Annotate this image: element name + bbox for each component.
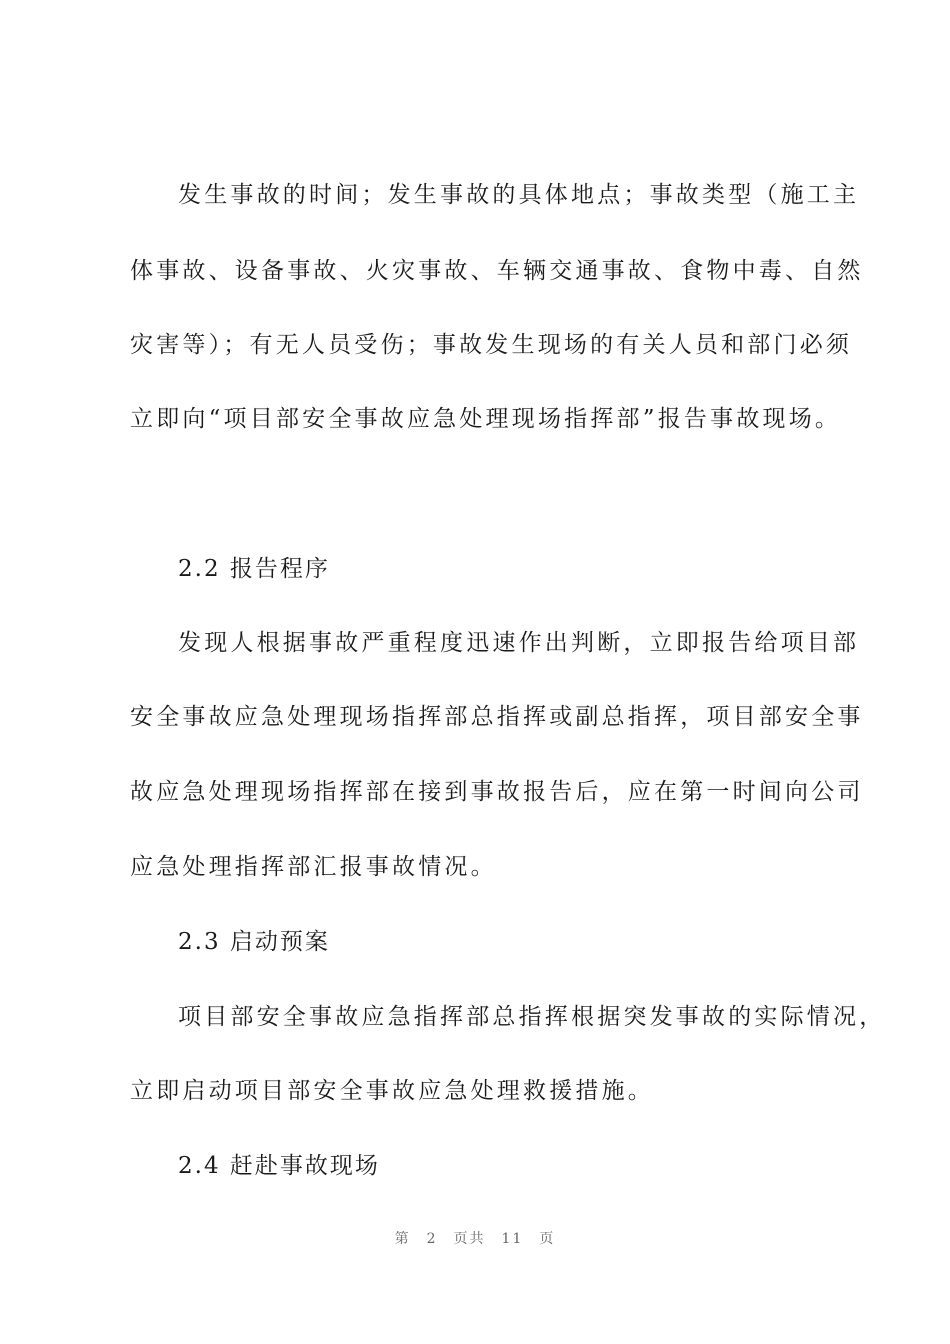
paragraph-line: 发生事故的时间；发生事故的具体地点；事故类型（施工主 <box>178 182 860 208</box>
footer-middle: 页共 <box>453 1231 486 1247</box>
footer-page-number: 2 <box>426 1231 438 1247</box>
page-footer <box>0 1228 950 1248</box>
section-heading: 2.2 报告程序 <box>178 556 330 582</box>
paragraph-line: 故应急处理现场指挥部在接到事故报告后，应在第一时间向公司 <box>130 779 864 805</box>
paragraph-line: 安全事故应急处理现场指挥部总指挥或副总指挥，项目部安全事 <box>130 704 864 730</box>
paragraph-line: 立即启动项目部安全事故应急处理救援措施。 <box>130 1078 654 1104</box>
paragraph-line: 立即向“项目部安全事故应急处理现场指挥部”报告事故现场。 <box>130 406 842 432</box>
paragraph-line: 应急处理指挥部汇报事故情况。 <box>130 854 497 880</box>
footer-prefix: 第 <box>394 1231 411 1247</box>
footer-suffix: 页 <box>539 1231 556 1247</box>
paragraph-line: 灾害等）；有无人员受伤；事故发生现场的有关人员和部门必须 <box>130 332 853 358</box>
section-heading: 2.4 赶赴事故现场 <box>178 1153 380 1179</box>
section-heading: 2.3 启动预案 <box>178 929 330 955</box>
paragraph-line: 体事故、设备事故、火灾事故、车辆交通事故、食物中毒、自然 <box>130 258 864 284</box>
paragraph-line: 发现人根据事故严重程度迅速作出判断，立即报告给项目部 <box>178 630 860 656</box>
paragraph-line: 项目部安全事故应急指挥部总指挥根据突发事故的实际情况， <box>178 1004 886 1030</box>
footer-total-pages: 11 <box>501 1231 524 1247</box>
